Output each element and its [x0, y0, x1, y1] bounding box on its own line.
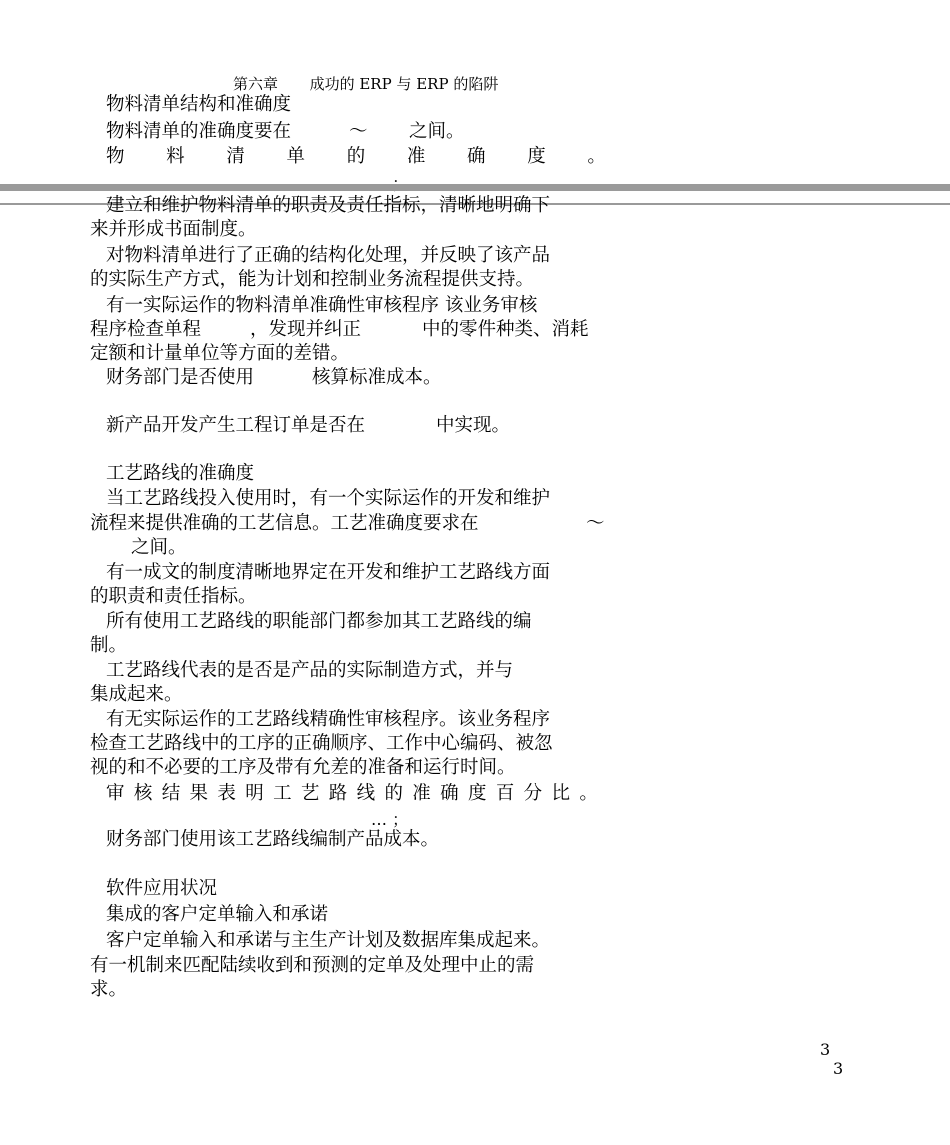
spaced-char: 艺 [300, 783, 320, 804]
paragraph-line [106, 414, 606, 438]
paragraph-line: 有无实际运作的工艺路线精确性审核程序。该业务程序 [106, 709, 551, 730]
spaced-char: 料 [166, 146, 185, 167]
paragraph-line: 有一机制来匹配陆续收到和预测的定单及处理中止的需 [90, 955, 535, 976]
paragraph-line: 客户定单输入和承诺与主生产计划及数据库集成起来。 [106, 930, 551, 951]
paragraph-line: 之间。 [131, 537, 187, 558]
ellipsis-line: … ； [371, 810, 409, 829]
paragraph-line: 当工艺路线投入使用时，有一个实际运作的开发和维护 [106, 488, 551, 509]
paragraph-line [90, 512, 606, 536]
text-run: 新产品开发产生工程订单是否在 [106, 415, 366, 436]
spaced-char: 。 [587, 146, 606, 167]
text-run: ～ [349, 121, 368, 142]
spaced-char: 核 [133, 783, 153, 804]
software-section-heading: 软件应用状况 [106, 878, 218, 899]
paragraph-line: 制。 [90, 635, 128, 656]
paragraph-line: 工艺路线代表的是否是产品的实际制造方式，并与 [106, 660, 514, 681]
spaced-char: 清 [226, 146, 245, 167]
spaced-char: 审 [106, 783, 125, 804]
spaced-char: 的 [346, 146, 366, 167]
spaced-char: 工 [273, 783, 292, 804]
paragraph-line: 的实际生产方式，能为计划和控制业务流程提供支持。 [90, 269, 535, 290]
text-run: 流程来提供准确的工艺信息。工艺准确度要求在 [90, 513, 479, 534]
paragraph-line: 建立和维护物料清单的职责及责任指标，清晰地明确下 [106, 195, 551, 216]
running-header [233, 73, 498, 94]
chapter-number: 第六章 [233, 75, 279, 93]
paragraph-line: 所有使用工艺路线的职能部门都参加其工艺路线的编 [106, 611, 532, 632]
routing-section-heading: 工艺路线的准确度 [106, 463, 255, 484]
text-run: 财务部门是否使用 [106, 367, 255, 388]
paragraph-line: 集成起来。 [90, 684, 183, 705]
spaced-char: 度 [527, 146, 546, 167]
paragraph-line: 视的和不必要的工序及带有允差的准备和运行时间。 [90, 757, 516, 778]
chapter-title: 成功的 ERP 与 ERP 的陷阱 [309, 75, 499, 93]
paragraph-line: 对物料清单进行了正确的结构化处理，并反映了该产品 [106, 245, 551, 266]
bom-accuracy-line [106, 120, 606, 144]
spaced-char: 准 [412, 783, 431, 804]
divider-thick [0, 184, 950, 191]
spaced-char: 比 [551, 783, 571, 804]
spaced-char: 明 [245, 783, 264, 804]
spaced-char: 百 [495, 783, 515, 804]
text-run: ，发现并纠正 [250, 319, 362, 340]
text-run: 程序检查单程 [90, 319, 202, 340]
spaced-char: 确 [467, 146, 486, 167]
paragraph-line: 求。 [90, 979, 128, 1000]
spaced-line [106, 782, 598, 806]
text-run: 之间。 [409, 121, 465, 142]
paragraph-line [106, 366, 606, 390]
paragraph-line: 有一实际运作的物料清单准确性审核程序 该业务审核 [106, 295, 538, 316]
paragraph-line: 有一成文的制度清晰地界定在开发和维护工艺路线方面 [106, 562, 551, 583]
text-run: 中的零件种类、消耗 [422, 319, 589, 340]
spaced-line [106, 145, 606, 169]
spaced-char: 路 [328, 783, 348, 804]
spaced-char: 的 [384, 783, 403, 804]
text-run: 物料清单的准确度要在 [106, 121, 292, 142]
spaced-char: 果 [189, 783, 209, 804]
bom-section-heading: 物料清单结构和准确度 [106, 94, 292, 115]
spaced-char: 物 [106, 146, 125, 167]
spaced-char: 结 [161, 783, 181, 804]
paragraph-line: 来并形成书面制度。 [90, 219, 257, 240]
paragraph-line: 的职责和责任指标。 [90, 586, 257, 607]
spaced-char: 单 [286, 146, 306, 167]
spaced-char: 。 [579, 783, 598, 804]
spaced-char: 表 [217, 783, 236, 804]
text-run: 中实现。 [436, 415, 511, 436]
subsection-heading: 集成的客户定单输入和承诺 [106, 904, 329, 925]
spaced-char: 确 [440, 783, 459, 804]
paragraph-line [90, 318, 606, 342]
paragraph-line: 检查工艺路线中的工序的正确顺序、工作中心编码、被忽 [90, 733, 553, 754]
text-run: ～ [586, 513, 605, 534]
spaced-char: 分 [523, 783, 543, 804]
spaced-char: 度 [467, 783, 487, 804]
paragraph-line: 定额和计量单位等方面的差错。 [90, 343, 350, 364]
paragraph-line: 财务部门使用该工艺路线编制产品成本。 [106, 829, 440, 850]
text-run: 核算标准成本。 [312, 367, 442, 388]
page-number-secondary: 3 [833, 1059, 844, 1078]
spaced-char: 线 [356, 783, 376, 804]
spaced-char: 准 [406, 146, 426, 167]
page-number: 3 [820, 1040, 831, 1059]
